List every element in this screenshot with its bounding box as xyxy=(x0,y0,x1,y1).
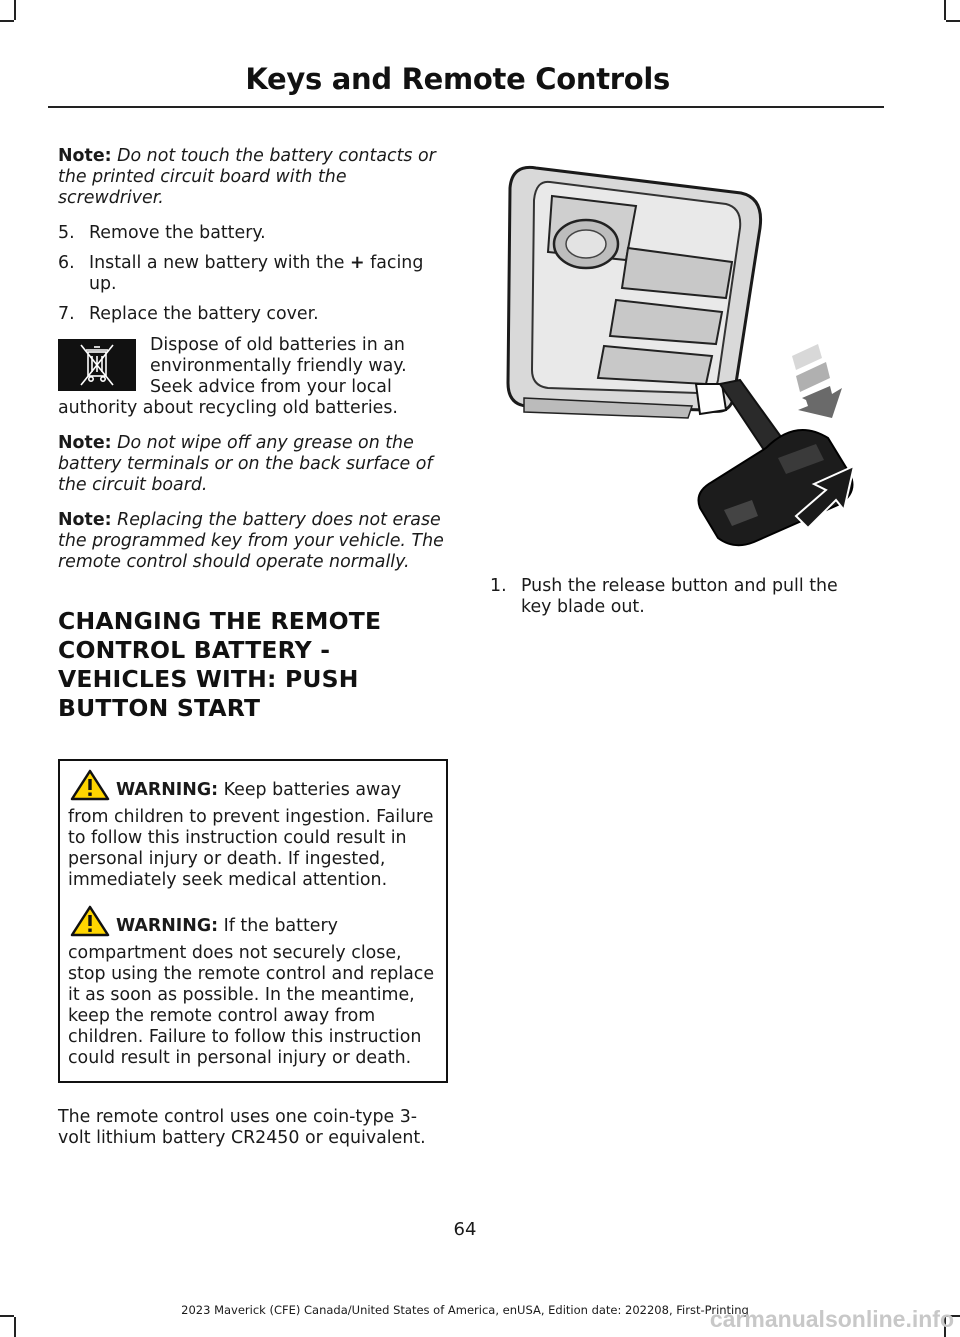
step-text: Remove the battery. xyxy=(89,223,266,243)
list-item xyxy=(58,304,448,325)
page-title: Keys and Remote Controls xyxy=(245,62,670,96)
note-text: Do not touch the battery contacts or the printed circuit board with the screwdriver. xyxy=(58,146,436,208)
right-column xyxy=(490,576,870,618)
note-label: Note: xyxy=(58,510,112,530)
crop-mark xyxy=(946,20,960,22)
plus-symbol: + xyxy=(350,253,365,273)
crop-mark xyxy=(0,20,14,22)
left-column xyxy=(58,146,448,1149)
list-item xyxy=(490,576,870,618)
step-number: 1. xyxy=(490,576,507,596)
step-text xyxy=(89,253,448,295)
step-number: 7. xyxy=(58,304,75,324)
step-number: 6. xyxy=(58,253,75,273)
remote-body xyxy=(508,167,761,418)
warning-label: WARNING: xyxy=(116,780,219,800)
step-text: Push the release button and pull the key blade out. xyxy=(521,576,838,617)
crossed-out-wheelie-bin-icon xyxy=(58,339,136,391)
crop-mark xyxy=(14,0,16,20)
recycling-notice xyxy=(58,335,448,419)
note-text: Do not wipe off any grease on the battery terminals or on the back surface of the circuit board. xyxy=(58,433,433,495)
note-label: Note: xyxy=(58,433,112,453)
step-text-pre: Install a new battery with the xyxy=(89,253,351,273)
battery-spec-text: The remote control uses one coin-type 3-volt lithium battery CR2450 or equivalent. xyxy=(58,1107,426,1148)
crop-mark xyxy=(14,1317,16,1337)
list-item xyxy=(58,223,448,244)
warning-label: WARNING: xyxy=(116,916,219,936)
watermark: carmanualsonline.info xyxy=(709,1306,954,1332)
section-heading: CHANGING THE REMOTE CONTROL BATTERY - VEHICLES WITH: PUSH BUTTON START xyxy=(58,607,382,722)
recycling-text: Dispose of old batteries in an environmentally friendly way. Seek advice from your local authority about recycling old batteries. xyxy=(58,335,407,418)
list-item xyxy=(58,253,448,295)
step-text-post: facing up. xyxy=(89,253,424,294)
note-label: Note: xyxy=(58,146,112,166)
warning-item xyxy=(68,769,438,891)
warning-text: If the battery compartment does not securely close, stop using the remote control and replace it as soon as possible. In the meantime, keep the remote control away from children. Failure to follow this instruction could result in personal injury or death. xyxy=(68,916,435,1068)
note-text: Replacing the battery does not erase the programmed key from your vehicle. The remote control should operate normally. xyxy=(58,510,444,572)
remote-key-illustration xyxy=(496,148,860,556)
header-divider xyxy=(48,106,884,108)
page-number: 64 xyxy=(453,1219,477,1240)
warning-triangle-icon xyxy=(70,769,110,807)
warning-triangle-icon xyxy=(70,905,110,943)
pull-arrow-icon xyxy=(792,344,842,418)
footer-edition-info: 2023 Maverick (CFE) Canada/United States of America, enUSA, Edition date: 202208, First-Printing xyxy=(181,1303,749,1317)
warning-item xyxy=(68,905,438,1069)
step-number: 5. xyxy=(58,223,75,243)
note-screwdriver xyxy=(58,146,448,209)
note-grease xyxy=(58,433,448,496)
step-text: Replace the battery cover. xyxy=(89,304,319,324)
warning-text: Keep batteries away from children to prevent ingestion. Failure to follow this instruction could result in personal injury or death. If ingested, immediately seek medical attention. xyxy=(68,780,434,890)
crop-mark xyxy=(944,0,946,20)
steps-list xyxy=(58,223,448,325)
note-programmed-key xyxy=(58,510,448,573)
warning-box xyxy=(58,759,448,1083)
